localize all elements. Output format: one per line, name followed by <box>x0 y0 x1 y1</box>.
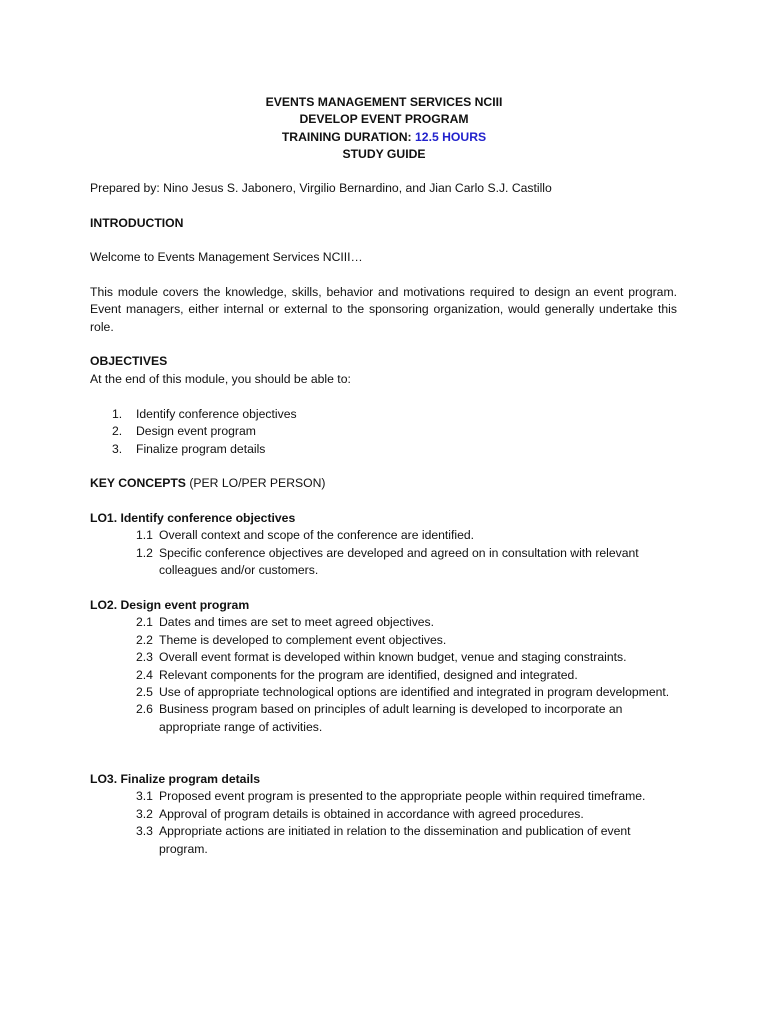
list-item-text: Approval of program details is obtained in accordance with agreed procedures. <box>159 806 584 821</box>
list-item <box>90 632 677 649</box>
list-item-number: 1.1 <box>136 528 153 543</box>
list-item-text: Use of appropriate technological options are identified and integrated in program development. <box>159 685 670 700</box>
list-item-text: Business program based on principles of adult learning is developed to incorporate an appropriate range of activities. <box>159 702 623 734</box>
module-title: DEVELOP EVENT PROGRAM <box>299 112 469 127</box>
objectives-list <box>90 406 677 458</box>
introduction-heading: INTRODUCTION <box>90 216 184 230</box>
lo1-title: LO1. Identify conference objectives <box>90 511 296 525</box>
list-item-number: 3. <box>112 441 123 456</box>
introduction-body: This module covers the knowledge, skills, behavior and motivations required to design an event program. Event managers, either internal or external to the sponsoring organization, would generally undertake this role. <box>90 285 677 334</box>
list-item-number: 2.1 <box>136 615 153 630</box>
list-item-number: 2.3 <box>136 650 153 665</box>
study-guide-title: STUDY GUIDE <box>342 147 426 162</box>
lo1-section <box>90 510 677 580</box>
list-item <box>90 649 677 666</box>
welcome-text: Welcome to Events Management Services NCIII… <box>90 250 363 264</box>
list-item-number: 1. <box>112 407 123 421</box>
list-item-text: Relevant components for the program are identified, designed and integrated. <box>159 667 578 682</box>
list-item-number: 1.2 <box>136 545 153 560</box>
lo3-section <box>90 771 677 858</box>
list-item-number: 3.1 <box>136 789 153 804</box>
list-item-text: Overall context and scope of the conference are identified. <box>159 528 475 543</box>
list-item <box>90 545 677 580</box>
training-duration-label: TRAINING DURATION: <box>281 129 416 144</box>
list-item-text: Finalize program details <box>136 441 266 456</box>
list-item <box>90 406 677 423</box>
key-concepts-label: KEY CONCEPTS <box>90 476 186 490</box>
lo3-title: LO3. Finalize program details <box>90 772 260 786</box>
list-item-text: Identify conference objectives <box>136 407 297 421</box>
list-item <box>90 788 677 805</box>
list-item-text: Proposed event program is presented to the appropriate people within required timeframe. <box>159 789 646 804</box>
list-item <box>90 667 677 684</box>
list-item <box>90 527 677 544</box>
list-item <box>90 614 677 631</box>
training-duration <box>0 129 768 146</box>
training-duration-value: 12.5 HOURS <box>415 129 487 144</box>
key-concepts-qualifier: (PER LO/PER PERSON) <box>185 476 326 490</box>
list-item-number: 2.6 <box>136 702 153 717</box>
list-item-number: 3.3 <box>136 824 153 839</box>
objectives-heading: OBJECTIVES <box>90 354 168 368</box>
list-item-number: 2.2 <box>136 632 153 647</box>
list-item-text: Dates and times are set to meet agreed objectives. <box>159 615 435 630</box>
objectives-lead: At the end of this module, you should be able to: <box>90 372 351 386</box>
document-header <box>0 94 768 164</box>
list-item-number: 3.2 <box>136 806 153 821</box>
course-title: EVENTS MANAGEMENT SERVICES NCIII <box>265 95 503 109</box>
list-item-text: Specific conference objectives are developed and agreed on in consultation with relevant colleagues and/or customers. <box>159 545 639 578</box>
list-item <box>90 441 677 458</box>
lo2-title: LO2. Design event program <box>90 598 250 612</box>
list-item <box>90 701 677 736</box>
list-item <box>90 423 677 440</box>
list-item <box>90 684 677 701</box>
lo2-section <box>90 597 677 736</box>
list-item <box>90 823 677 858</box>
list-item-number: 2.4 <box>136 667 153 682</box>
list-item-text: Overall event format is developed within known budget, venue and staging constraints. <box>159 650 627 665</box>
list-item-number: 2. <box>112 424 123 439</box>
list-item-text: Theme is developed to complement event objectives. <box>159 632 447 647</box>
key-concepts-heading <box>90 475 677 492</box>
list-item-text: Design event program <box>136 424 256 439</box>
list-item <box>90 806 677 823</box>
list-item-number: 2.5 <box>136 685 153 700</box>
list-item-text: Appropriate actions are initiated in relation to the dissemination and publication of event program. <box>159 824 631 856</box>
prepared-by: Prepared by: Nino Jesus S. Jabonero, Virgilio Bernardino, and Jian Carlo S.J. Castillo <box>90 181 552 195</box>
